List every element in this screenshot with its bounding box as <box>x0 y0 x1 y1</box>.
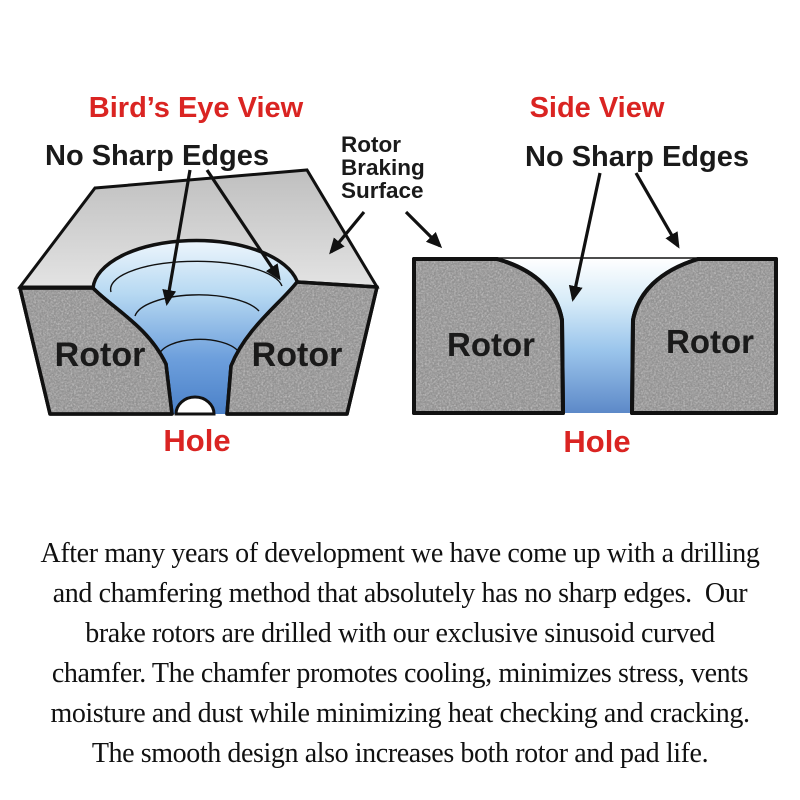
birdseye-no-sharp-edges-label: No Sharp Edges <box>45 140 269 172</box>
paragraph-line: The smooth design also increases both rotor and pad life. <box>91 738 709 769</box>
sideview-title: Side View <box>529 92 665 124</box>
arrow-braking-surface-right <box>406 212 440 246</box>
sideview-hole-label: Hole <box>563 424 631 459</box>
paragraph-line: moisture and dust while minimizing heat checking and cracking. <box>50 698 750 729</box>
birdseye-rotor-left-label: Rotor <box>54 336 146 374</box>
description-paragraph <box>0 534 800 774</box>
sideview-no-sharp-edges-label: No Sharp Edges <box>525 141 749 173</box>
paragraph-line: chamfer. The chamfer promotes cooling, minimizes stress, vents <box>51 658 749 689</box>
sideview-rotor-right-label: Rotor <box>666 323 754 360</box>
paragraph-line: brake rotors are drilled with our exclusive sinusoid curved <box>85 618 715 649</box>
birdseye-rotor-right-label: Rotor <box>251 336 343 374</box>
rotor-braking-surface-label: Rotor Braking Surface <box>341 132 425 203</box>
arrow-no-sharp-edges-right-2 <box>636 173 678 246</box>
paragraph-line: and chamfering method that absolutely has no sharp edges. Our <box>52 578 748 609</box>
paragraph-line: After many years of development we have come up with a drilling <box>40 538 760 569</box>
birdseye-title: Bird’s Eye View <box>88 92 304 124</box>
birdseye-hole-label: Hole <box>163 423 231 458</box>
sideview-rotor-left-label: Rotor <box>447 326 535 363</box>
